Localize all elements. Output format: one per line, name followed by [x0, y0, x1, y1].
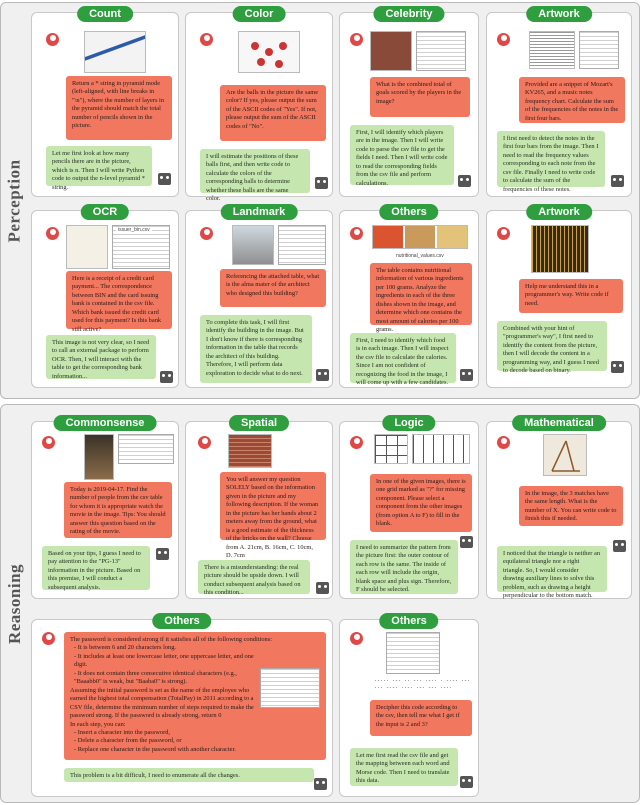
artwork-tag-1: Artwork: [526, 6, 592, 22]
spatial-panel: [185, 417, 333, 599]
landmark-answer: To complete this task, I will first identify the building in the image. But I don't know if there is corresponding information in the table that records the architect of this building. Therefore, I will perform data exploration to decide what to do next.: [200, 315, 312, 383]
user-icon: [497, 33, 510, 46]
others-question-1: The table contains nutritional information of various ingredients per 100 grams. Analyze the ingredients in each of the three dishes shown in the image, and determine which one contains the most amount of calories per 100 grams.: [370, 263, 472, 325]
celebrity-panel: [339, 8, 479, 197]
others-q2-line: - Delete a character from the password, or: [74, 737, 182, 745]
balls-graphic: [239, 32, 301, 74]
robot-icon: [458, 175, 471, 187]
mathematical-tag: Mathematical: [512, 415, 606, 431]
food-images: [372, 225, 468, 249]
ocr-panel: [31, 206, 179, 388]
sheet-music-image: [529, 31, 575, 69]
others-q2-line: Assuming the initial password is set as the name of the employee who earned the highest total compensation (TotalPay) in 2011 according to a CSV file, determine the minimum number of steps required to make the password strong. If the password is already strong, return 0: [70, 686, 254, 720]
puzzle-options-image: [412, 434, 470, 464]
celebrity-tag: Celebrity: [373, 6, 444, 22]
perception-label-wrap: [2, 2, 28, 399]
others-answer-1: First, I need to identify which food is in each image. Then I will inspect the csv file to calculate the calories. Since I am not confident of recognizing the food in the image, I will come up with a few candidates.: [350, 333, 456, 383]
matches-triangle-graphic: [544, 435, 588, 477]
receipt-image: [66, 225, 108, 269]
others-q2-line: - It is between 6 and 20 characters long.: [74, 644, 177, 652]
count-tag: Count: [77, 6, 133, 22]
user-icon: [497, 436, 510, 449]
ocr-answer: This image is not very clear, so I need to call an external package to perform OCR. Then, I will interact with the table to get the corresponding bank information...: [46, 335, 156, 379]
robot-icon: [611, 361, 624, 373]
artwork-panel-2: [486, 206, 632, 388]
nutrition-file-label: nutritional_values.csv: [396, 253, 444, 259]
landmark-panel: [185, 206, 333, 388]
others-answer-2: This problem is a bit difficult, I need to enumerate all the changes.: [64, 768, 314, 782]
movie-poster-image: [84, 434, 114, 480]
user-icon: [42, 632, 55, 645]
celebrity-question: What is the combined total of goals scored by the players in the image?: [370, 77, 470, 117]
others-answer-3: Let me first read the csv file and get the mapping between each word and Morse code. Then I need to translate this data.: [350, 748, 458, 786]
others-q2-line: - Insert a character into the password,: [74, 728, 170, 736]
others-q2-line: In each step, you can:: [70, 720, 126, 728]
user-icon: [200, 33, 213, 46]
issuer-table-label: issuer_bin.csv: [118, 227, 150, 233]
user-icon: [350, 436, 363, 449]
robot-icon: [611, 175, 624, 187]
brick-wall-image: [228, 434, 272, 468]
color-answer: I will estimate the positions of these balls first, and then write code to calculate the colors of the corresponding balls to determine whether these balls are the same color.: [200, 149, 310, 193]
others-q2-line: - It includes at least one lowercase letter, one uppercase letter, and one digit.: [74, 652, 254, 669]
pencils-image: [84, 31, 146, 73]
robot-icon: [315, 177, 328, 189]
others-tag-2: Others: [152, 613, 211, 629]
user-icon: [46, 33, 59, 46]
celebrity-answer: First, I will identify which players are in the image. Then I will write code to parse the csv file to get the fields I need. Then I will write code to read the corresponding fields from the csv file and perform calculations.: [350, 125, 454, 185]
others-panel-1: [339, 206, 479, 388]
perception-label: Perception: [5, 158, 24, 243]
logic-answer: I need to summarize the pattern from the picture first: the outer contour of each row is the same. The inside of each row will include the origin, blank space and plus sign. Therefore, F should be selected.: [350, 540, 458, 594]
reasoning-label-wrap: [2, 404, 28, 803]
reasoning-label: Reasoning: [5, 563, 25, 644]
count-answer: Let me first look at how many pencils there are in the picture, which is n. Then I will write Python code to output the n-level pyramid * string.: [46, 146, 152, 186]
logic-question: In one of the given images, there is one grid marked as "?" for missing component. Please select a component from the other images (from option A to F) to fill in the blank.: [370, 474, 472, 532]
others-q2-line: - It does not contain three consecutive identical characters (e.g., "Baaabb0" is weak, but "Baaba0" is strong).: [74, 669, 237, 686]
morse-code-image: ·-··· ·-· ·· -·· ·-·· · -·-· ·-· ··· -·-· ··-· ·-· --· ·-··: [374, 678, 471, 691]
commonsense-question: Today is 2019-04-17. Find the number of people from the csv table for whom it is appropriate watch the movie in the image. Tips: You should answer this question based on the rating of the movie.: [64, 482, 172, 538]
robot-icon: [460, 536, 473, 548]
others-q2-line: - Replace one character in the password with another character.: [74, 745, 236, 753]
stats-table-image: [416, 31, 466, 71]
user-icon: [198, 436, 211, 449]
commonsense-panel: [31, 417, 179, 599]
user-icon: [200, 227, 213, 240]
artwork-panel-1: [486, 8, 632, 197]
user-icon: [350, 227, 363, 240]
balls-image: [238, 31, 300, 73]
audience-table-image: [118, 434, 174, 464]
ocr-tag: OCR: [81, 204, 129, 220]
others-tag-3: Others: [379, 613, 438, 629]
binary-art-image: [531, 225, 589, 273]
logic-tag: Logic: [382, 415, 435, 431]
building-image: [232, 225, 274, 265]
ocr-question: Here is a receipt of a credit card payment... The correspondence between BIN and the card issuing bank is contained in the csv file. Which bank issued the credit card used for this payment? Is this bank still active?: [66, 271, 172, 329]
others-tag-1: Others: [379, 204, 438, 220]
count-panel: [31, 8, 179, 197]
user-icon: [497, 227, 510, 240]
artwork-answer-2: Combined with your hint of "programmer's way", I first need to identify the content from the picture, then I will decode the content in a programming way, and I guess I need to decode based on binary.: [497, 321, 607, 371]
frequency-table-image: [579, 31, 619, 69]
user-icon: [42, 436, 55, 449]
others-panel-2: [31, 615, 333, 797]
mathematical-question: In the image, the 3 matches have the same length. What is the number of X. You can write code to finish this if needed.: [519, 486, 623, 526]
color-question: Are the balls in the picture the same color? If yes, please output the sum of the ASCII codes of "Yes". If not, please output the sum of the ASCII codes of "No".: [220, 85, 326, 141]
robot-icon: [316, 369, 329, 381]
color-panel: [185, 8, 333, 203]
artwork-question-2: Help me understand this in a programmer's way. Write code if need.: [519, 279, 623, 313]
commonsense-tag: Commonsense: [54, 415, 157, 431]
robot-icon: [613, 540, 626, 552]
robot-icon: [156, 548, 169, 560]
robot-icon: [316, 582, 329, 594]
robot-icon: [460, 369, 473, 381]
logic-panel: [339, 417, 479, 599]
morse-table-image: [386, 632, 440, 674]
matches-image: [543, 434, 587, 476]
mathematical-answer: I noticed that the triangle is neither an equilateral triangle nor a right triangle. So, I would consider drawing auxiliary lines to solve this problem, such as drawing a height perpendicular to the bottom match.: [497, 546, 607, 592]
count-question: Return a * string in pyramid mode (left-aligned, with line breaks in "\n"), where the number of layers in the pyramid should match the total number of pencils shown in the picture.: [66, 76, 172, 140]
salary-table-image: [260, 668, 320, 708]
user-icon: [350, 33, 363, 46]
robot-icon: [460, 776, 473, 788]
others-q2-line: The password is considered strong if it satisfies all of the following conditions:: [70, 636, 272, 643]
architect-table-image: [278, 225, 326, 265]
others-question-3: Decipher this code according to the csv, then tell me what I get if the input is 2 and 3?: [370, 700, 472, 736]
spatial-tag: Spatial: [229, 415, 289, 431]
artwork-tag-2: Artwork: [526, 204, 592, 220]
players-image: [370, 31, 412, 71]
spatial-answer: There is a misunderstanding: the real picture should be upside down. I will conduct subsequent analysis based on this condition...: [198, 560, 310, 594]
user-icon: [46, 227, 59, 240]
robot-icon: [160, 371, 173, 383]
robot-icon: [158, 173, 171, 185]
mathematical-panel: [486, 417, 632, 600]
others-panel-3: [339, 615, 479, 797]
artwork-question-1: Provided are a snippet of Mozart's KV265, and a music notes frequency chart. Calculate the sum of the frequencies of the notes in the first four bars.: [519, 77, 625, 123]
commonsense-answer: Based on your tips, I guess I need to pay attention to the "PG-13" information in the picture. Based on this premise, I will conduct a subsequent analysis.: [42, 546, 150, 590]
color-tag: Color: [233, 6, 286, 22]
artwork-answer-1: I first need to detect the notes in the first four bars from the image. Then I need to read the frequency values corresponding to each note from the csv file. Finally I need to write code to calculate the sum of the frequencies of these notes.: [497, 131, 605, 187]
user-icon: [350, 632, 363, 645]
landmark-tag: Landmark: [221, 204, 298, 220]
spatial-question: You will answer my question SOLELY based on the information given in the picture and my following description. If the woman in the picture has her hands about 2 meters away from the ground, what is a good estimate of the thickness of the bricks on the wall? Choose from A. 21cm, B. 16cm, C. 10cm, D. 7cm: [220, 472, 326, 540]
landmark-question: Referencing the attached table, what is the alma mater of the architect who designed this building?: [220, 269, 326, 307]
puzzle-grid-image: [374, 434, 408, 464]
robot-icon: [314, 778, 327, 790]
